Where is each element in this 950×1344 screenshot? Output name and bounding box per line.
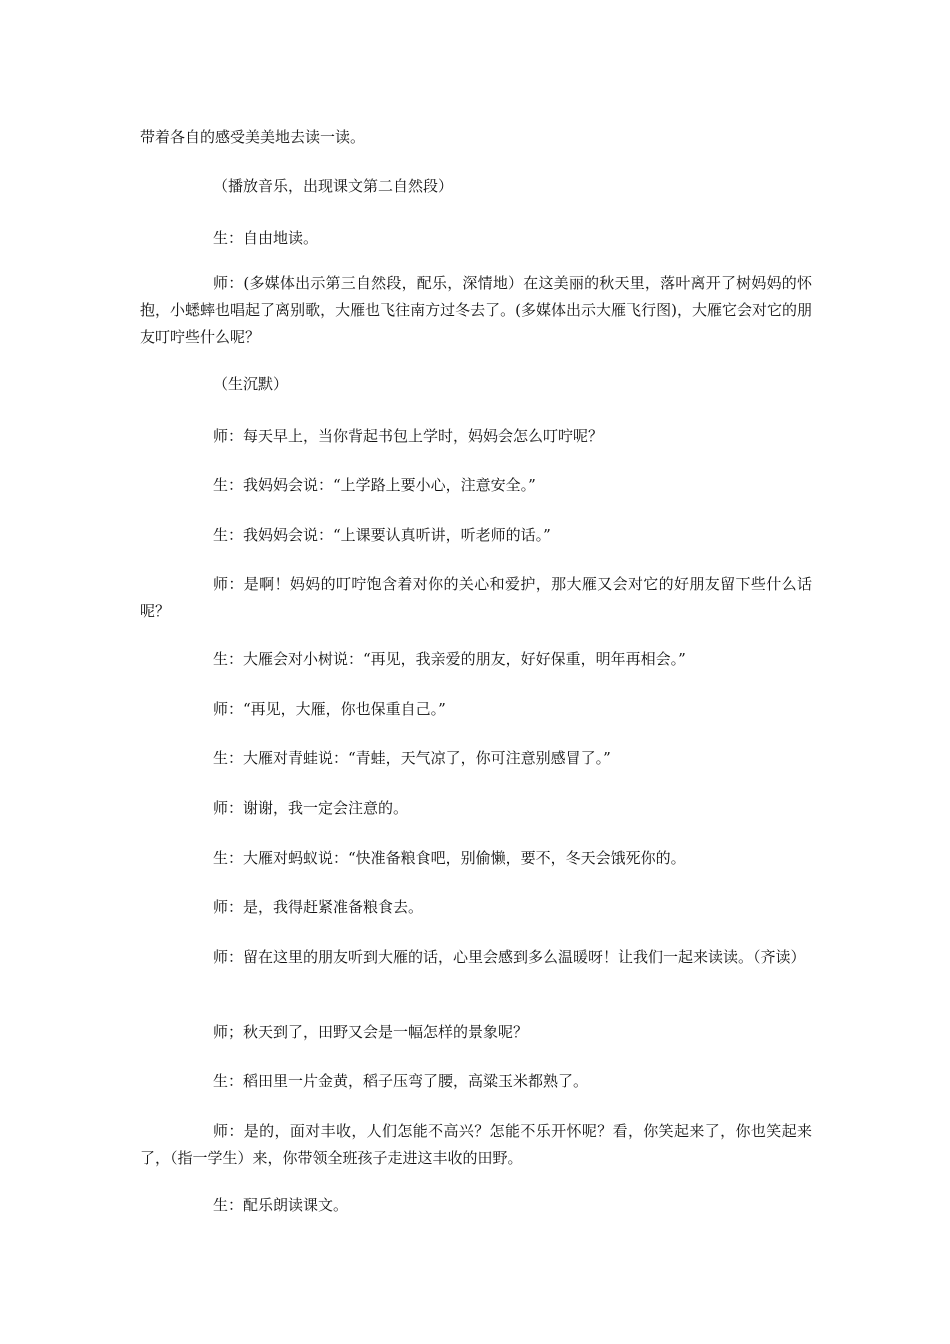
paragraph-10: 生：大雁会对小树说：“再见，我亲爱的朋友，好好保重，明年再相会。” — [213, 650, 686, 668]
paragraph-17: 师；秋天到了，田野又会是一幅怎样的景象呢？ — [213, 1023, 529, 1041]
paragraph-8: 生：我妈妈会说：“上课要认真听讲，听老师的话。” — [213, 526, 551, 544]
paragraph-6: 师：每天早上，当你背起书包上学时，妈妈会怎么叮咛呢？ — [213, 427, 604, 445]
paragraph-14: 生：大雁对蚂蚁说：“快准备粮食吧，别偷懒，要不，冬天会饿死你的。 — [213, 849, 686, 867]
paragraph-2: （播放音乐，出现课文第二自然段） — [213, 177, 454, 195]
paragraph-16: 师：留在这里的朋友听到大雁的话，心里会感到多么温暖呀！让我们一起来读读。（齐读） — [213, 948, 806, 966]
paragraph-15: 师：是，我得赶紧准备粮食去。 — [213, 898, 424, 916]
paragraph-5: （生沉默） — [213, 375, 289, 393]
paragraph-20: 生：配乐朗读课文。 — [213, 1196, 349, 1214]
paragraph-3: 生：自由地读。 — [213, 229, 319, 247]
paragraph-1: 带着各自的感受美美地去读一读。 — [140, 128, 366, 146]
paragraph-18: 生：稻田里一片金黄，稻子压弯了腰，高粱玉米都熟了。 — [213, 1072, 589, 1090]
paragraph-9: 师：是啊！妈妈的叮咛饱含着对你的关心和爱护，那大雁又会对它的好朋友留下些什么话呢？ — [140, 575, 812, 620]
paragraph-12: 生：大雁对青蛙说：“青蛙，天气凉了，你可注意别感冒了。” — [213, 749, 611, 767]
paragraph-7: 生：我妈妈会说：“上学路上要小心，注意安全。” — [213, 476, 536, 494]
paragraph-4: 师：(多媒体出示第三自然段，配乐，深情地）在这美丽的秋天里，落叶离开了树妈妈的怀抱，小蟋蟀也唱起了离别歌，大雁也飞往南方过冬去了。(多媒体出示大雁飞行图)，大雁它会对它的朋友叮咛些什么呢？ — [140, 274, 812, 346]
paragraph-19: 师：是的，面对丰收，人们怎能不高兴？怎能不乐开怀呢？看，你笑起来了，你也笑起来了，（指一学生）来，你带领全班孩子走进这丰收的田野。 — [140, 1122, 812, 1167]
paragraph-13: 师：谢谢，我一定会注意的。 — [213, 799, 409, 817]
paragraph-11: 师：“再见，大雁，你也保重自己。” — [213, 700, 446, 718]
